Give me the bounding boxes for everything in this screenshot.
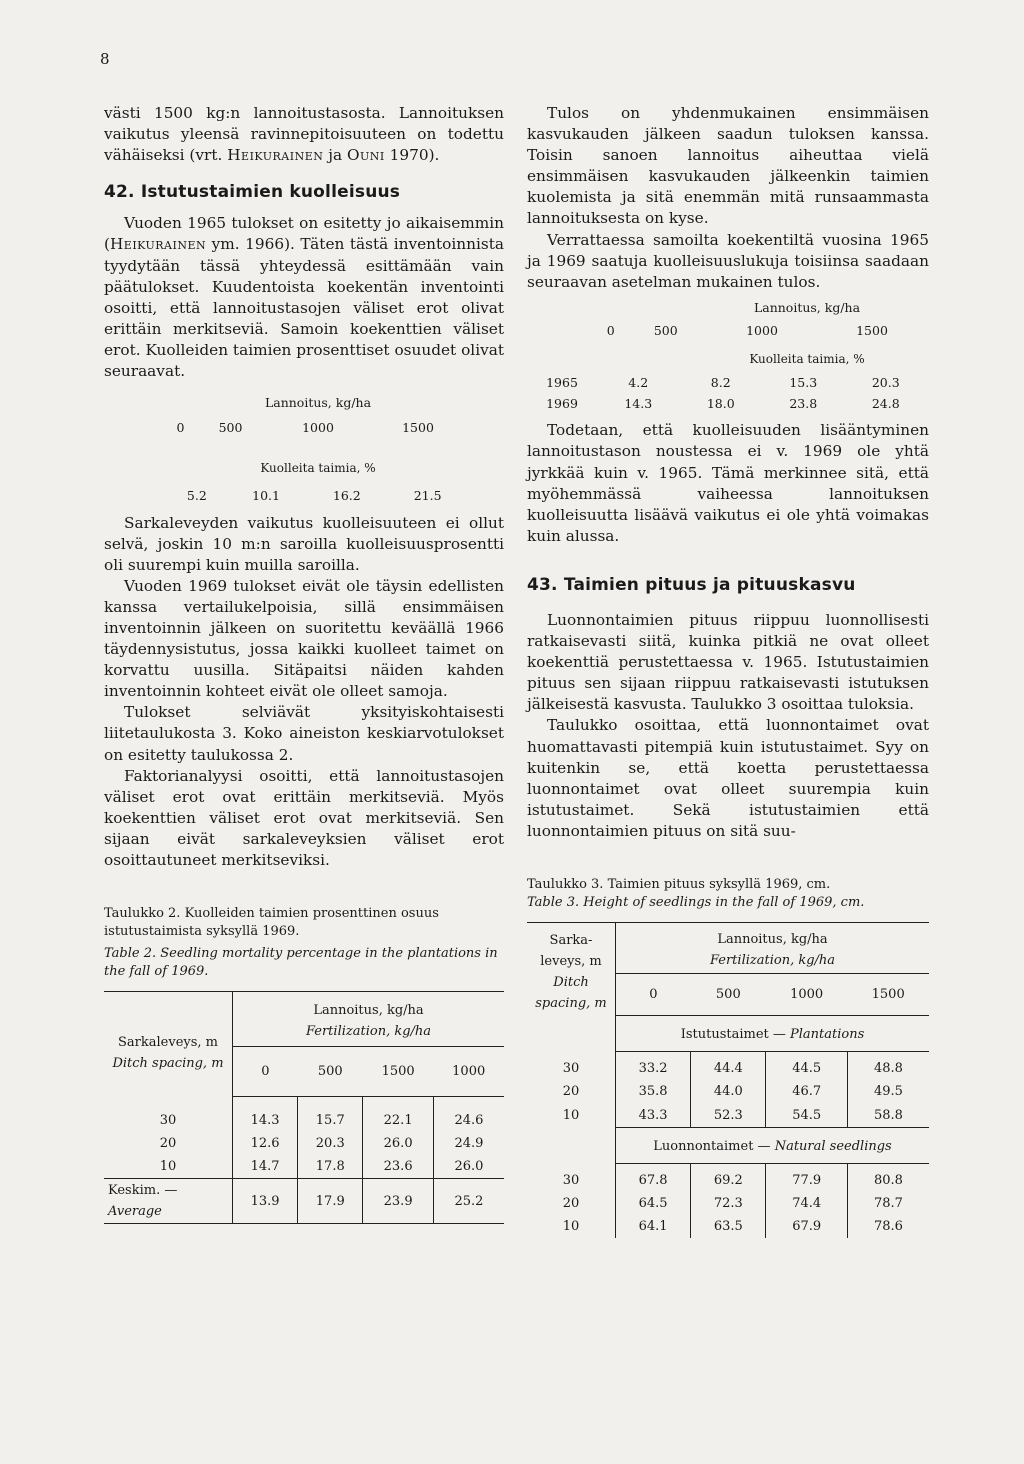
- mini-level: 0: [176, 420, 185, 436]
- table-row: 20 35.8 44.0 46.7 49.5: [527, 1080, 929, 1103]
- section-heading-43: 43. Taimien pituus ja pituuskasvu: [527, 574, 856, 595]
- table-2: [104, 991, 504, 1224]
- t2-level: 1000: [433, 1047, 504, 1097]
- mini-level: 1500: [856, 322, 888, 338]
- table-row: 20 12.6 20.3 26.0 24.9: [104, 1132, 504, 1155]
- t3-col-head-fi: Lannoitus, kg/ha: [717, 932, 828, 947]
- table-3: Sarka- leveys, m Ditch spacing, m Lannoitus, kg/ha Fertilization, kg/ha 0 500 1000 1500 Istutustaimet — Plantations 30 33.2 44.4 44.5 48.8 20 35.8 44.0 46.7 49.5 10 43.3 52.3 54.5 58.8 Luonnontaimet — Natural seedlings 30 67.8 69.2 77.9 80.8 20 64.5 72.3 74.4 78.7 10 64.1 63.5 67.9 78.6: [527, 922, 929, 1238]
- t2-row-head-fi: Sarkaleveys, m: [118, 1034, 218, 1050]
- right-paragraph-4: Luonnontaimien pituus riippuu luonnollisesti ratkaisevasti siitä, kuinka pitkiä ne ovat olleet koekenttiä perustettaessa v. 1965. Istutustaimien pituus sen sijaan riippuu ratkaisevasti istutuksen jälkeisestä kasvusta. Taulukko 3 osoittaa tuloksia.: [527, 610, 929, 714]
- mini-value: 10.1: [252, 488, 280, 504]
- table-row: 30 33.2 44.4 44.5 48.8: [527, 1052, 929, 1081]
- page-number: 8: [100, 50, 110, 68]
- table-row: 1969 14.3 18.0 23.8 24.8: [546, 396, 900, 412]
- t2-level: 0: [233, 1047, 298, 1097]
- table-row: 10 14.7 17.8 23.6 26.0: [104, 1155, 504, 1179]
- right-paragraph-3: Todetaan, että kuolleisuuden lisääntyminen lannoitustason noustessa ei v. 1969 ole yhtä jyrkkää kuin v. 1965. Tämä merkinnee sitä, että myöhemmässä vaiheessa lannoituksen kuolleisuutta lisäävä vaikutus ei ole yhtä voimakas kuin alussa.: [527, 421, 929, 545]
- mini-level: 500: [653, 322, 678, 338]
- t3-col-head-en: Fertilization, kg/ha: [709, 953, 836, 969]
- mini-level: 1000: [746, 322, 778, 338]
- mini-value: 16.2: [332, 488, 361, 504]
- mortality-comparison-table: [527, 297, 927, 414]
- table-row: 20 64.5 72.3 74.4 78.7: [527, 1192, 929, 1215]
- t2-col-head-en: Fertilization, kg/ha: [305, 1024, 432, 1040]
- left-column: [104, 103, 504, 1224]
- t3-group-plantations: Istutustaimet — Plantations: [616, 1016, 930, 1052]
- t2-col-head-fi: Lannoitus, kg/ha: [313, 1003, 424, 1019]
- table-row: 1965 4.2 8.2 15.3 20.3: [546, 375, 900, 391]
- table-row: 30 67.8 69.2 77.9 80.8: [527, 1163, 929, 1192]
- t3-level: 1000: [766, 974, 847, 1016]
- left-paragraph-1: västi 1500 kg:n lannoitustasosta. Lannoituksen vaikutus yleensä ravinnepitoisuuteen on todettu vähäiseksi (vrt. Heikurainen ja Ouni 1970).: [104, 104, 504, 165]
- table-2-caption: Taulukko 2. Kuolleiden taimien prosenttinen osuus istutustaimista syksyllä 1969. Table 2. Seedling mortality percentage in the plantations in the fall of 1969.: [104, 906, 498, 980]
- mini-table-title: Lannoitus, kg/ha: [753, 299, 861, 315]
- mini-table-subtitle: Kuolleita taimia, %: [260, 461, 376, 476]
- right-paragraph-2: Verrattaessa samoilta koekentiltä vuosina 1965 ja 1969 saatuja kuolleisuuslukuja toisiinsa saadaan seuraavan asetelman mukainen tulos.: [527, 230, 929, 291]
- t2-row-head-en: Ditch spacing, m: [112, 1055, 224, 1071]
- mini-level: 500: [218, 420, 243, 436]
- mini-table-title: Lannoitus, kg/ha: [264, 395, 372, 411]
- section-heading-42: 42. Istutustaimien kuolleisuus: [104, 182, 401, 203]
- mini-table-subtitle: Kuolleita taimia, %: [749, 352, 865, 367]
- mortality-summary-table: [168, 392, 468, 506]
- right-paragraph-1: Tulos on yhdenmukainen ensimmäisen kasvukauden jälkeen saadun tuloksen kanssa. Toisin sanoen lannoitus aiheuttaa vielä ensimmäisen kasvukauden jälkeenkin taimien kuolemista ja sitä enemmän mitä runsaammasta lannoituksesta on kyse.: [527, 104, 929, 228]
- mini-level: 0: [606, 322, 615, 338]
- left-paragraph-6: Faktorianalyysi osoitti, että lannoitustasojen väliset erot ovat erittäin merkitseviä. Myös koekenttien väliset erot ovat merkitseviä. Sen sijaan eivät sarkaleveyksien väliset erot osoittautuneet merkitseviksi.: [104, 766, 504, 869]
- t3-level: 500: [691, 974, 766, 1016]
- left-paragraph-3: Sarkaleveyden vaikutus kuolleisuuteen ei ollut selvä, joskin 10 m:n saroilla kuolleisuusprosentti oli suurempi kuin muilla saroilla.: [104, 513, 504, 574]
- table-row: 10 64.1 63.5 67.9 78.6: [527, 1215, 929, 1238]
- table-average-row: Keskim. — Average 13.9 17.9 23.9 25.2: [104, 1179, 504, 1224]
- left-paragraph-2: Vuoden 1965 tulokset on esitetty jo aikaisemmin (Heikurainen ym. 1966). Täten tästä inventoinnista tyydytään tässä yhteydessä esittämään vain päätulokset. Kuudentoista koekentän inventointi osoitti, että lannoitustasojen väliset erot olivat erittäin merkitseviä. Samoin koekenttien väliset erot. Kuolleiden taimien prosenttiset osuudet olivat seuraavat.: [104, 214, 504, 381]
- t2-level: 1500: [363, 1047, 434, 1097]
- table-row: 30 14.3 15.7 22.1 24.6: [104, 1109, 504, 1132]
- mini-value: 5.2: [186, 488, 207, 504]
- mini-level: 1000: [302, 420, 334, 436]
- right-paragraph-5: Taulukko osoittaa, että luonnontaimet ovat huomattavasti pitempiä kuin istutustaimet. Syy on kuitenkin se, että koetta perustettaessa luonnontaimet ovat olleet suurempia kuin istutustaimet. Sekä istutustaimien että luonnontaimien pituus on sitä suu-: [527, 716, 929, 840]
- mini-value: 21.5: [413, 488, 442, 504]
- t2-level: 500: [298, 1047, 363, 1097]
- table-row: 10 43.3 52.3 54.5 58.8: [527, 1104, 929, 1128]
- table-3-caption: Taulukko 3. Taimien pituus syksyllä 1969, cm. Table 3. Height of seedlings in the fall of 1969, cm.: [527, 877, 865, 910]
- left-paragraph-5: Tulokset selviävät yksityiskohtaisesti liitetaulukosta 3. Koko aineiston keskiarvotulokset on esitetty taulukossa 2.: [104, 703, 504, 764]
- right-column: [527, 103, 929, 1238]
- t3-level: 1500: [847, 974, 929, 1016]
- t3-group-natural: Luonnontaimet — Natural seedlings: [616, 1127, 930, 1163]
- mini-level: 1500: [402, 420, 434, 436]
- left-paragraph-4: Vuoden 1969 tulokset eivät ole täysin edellisten kanssa vertailukelpoisia, sillä ensimmäisen inventoinnin jälkeen on suoritettu keväällä 1966 täydennysistutus, jossa kaikki kuolleet taimet on korvattu uusilla. Sitäpaitsi näiden kahden inventoinnin kohteet eivät ole olleet samoja.: [104, 576, 504, 701]
- t3-level: 0: [616, 974, 691, 1016]
